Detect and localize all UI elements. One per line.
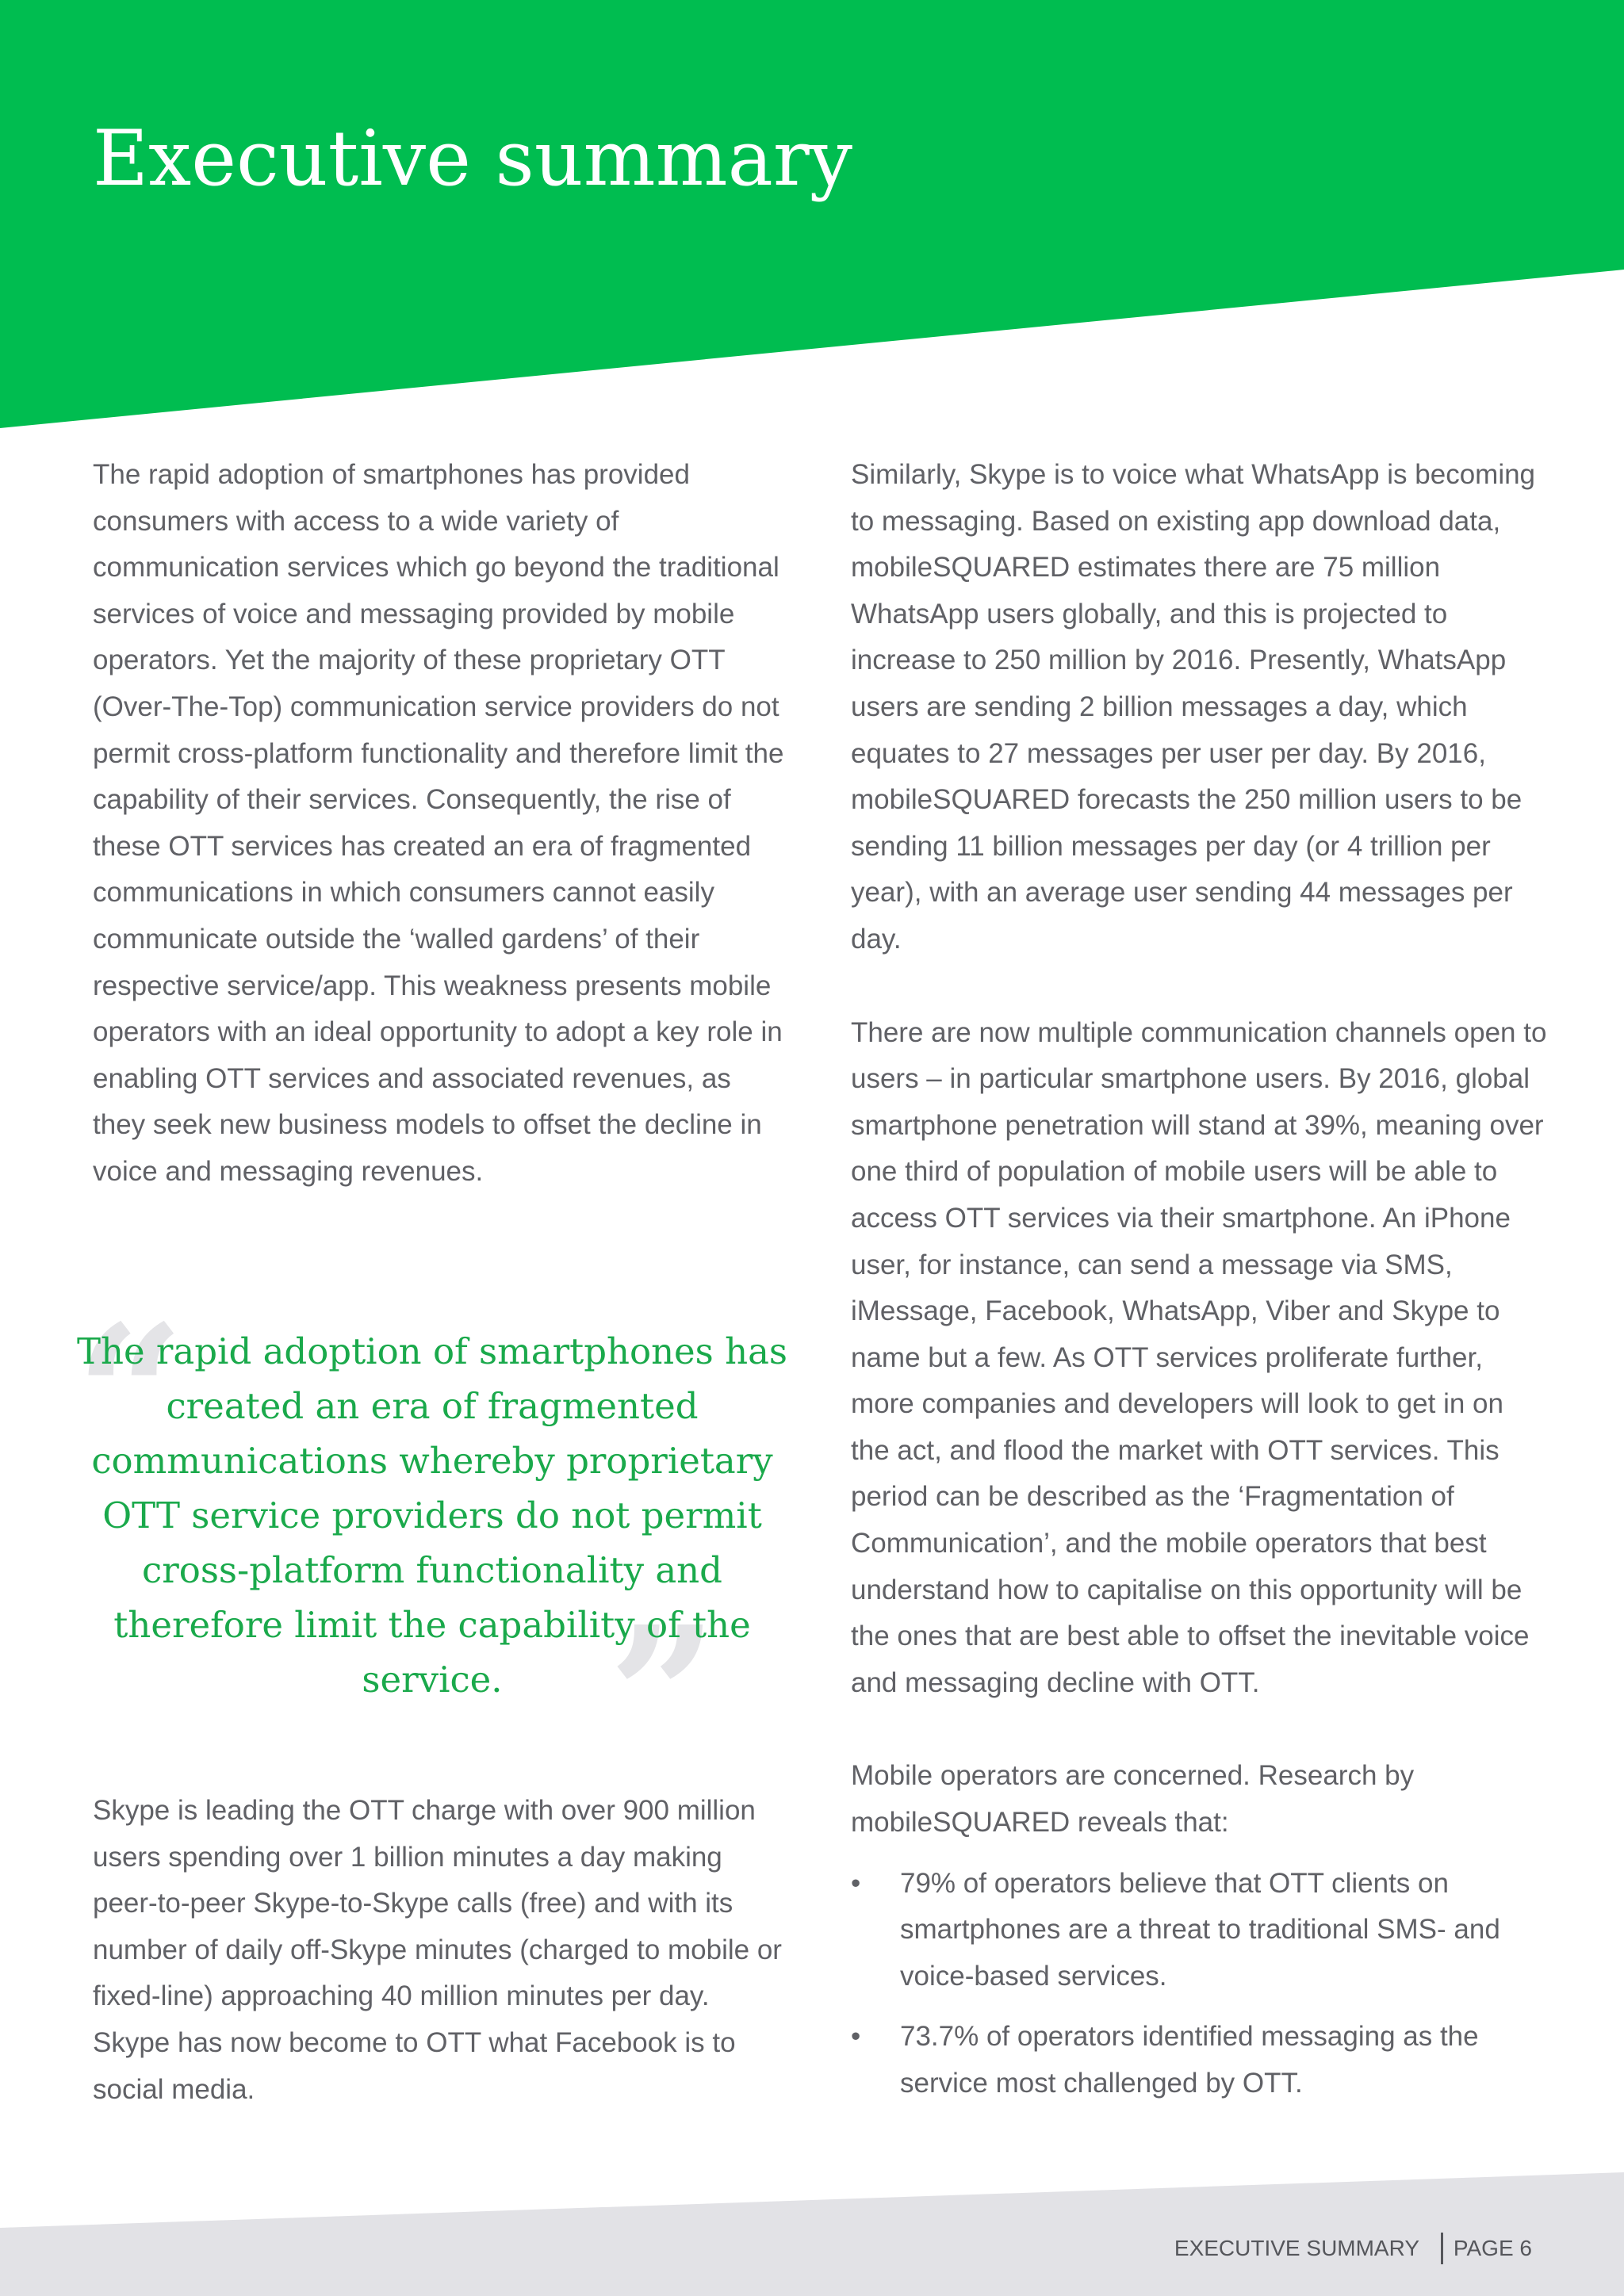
bullet-item: • 79% of operators believe that OTT clients on smartphones are a threat to traditional SMS- and voice-based services. (851, 1861, 1549, 2000)
whatsapp-paragraph: Similarly, Skype is to voice what WhatsApp is becoming to messaging. Based on existing app download data, mobileSQUARED estimates there are 75 million WhatsApp users globally, and this is projected to increase to 250 million by 2016. Presently, WhatsApp users are sending 2 billion messages a day, which equates to 27 messages per user per day. By 2016, mobileSQUARED forecasts the 250 million users to be sending 11 billion messages per day (or 4 trillion per year), with an average user sending 44 messages per day. (851, 459, 1536, 955)
header-band (0, 0, 1624, 428)
page-title: Executive summary (93, 114, 852, 203)
left-column-lower (93, 1788, 791, 2113)
bullet-item: • 73.7% of operators identified messaging as the service most challenged by OTT. (851, 2014, 1549, 2107)
page-number: PAGE 6 (1453, 2236, 1532, 2260)
channels-paragraph: There are now multiple communication channels open to users – in particular smartphone users. By 2016, global smartphone penetration will stand at 39%, meaning over one third of population of mobile users will be able to access OTT services via their smartphone. An iPhone user, for instance, can send a message via SMS, iMessage, Facebook, WhatsApp, Viber and Skype to name but a few. As OTT services proliferate further, more companies and developers will look to get in on the act, and flood the market with OTT services. This period can be described as the ‘Fragmentation of Communication’, and the mobile operators that best understand how to capitalise on this opportunity will be the ones that are best able to offset the inevitable voice and messaging decline with OTT. (851, 1016, 1547, 1698)
footer-section-label: EXECUTIVE SUMMARY (1174, 2236, 1419, 2260)
research-intro-paragraph: Mobile operators are concerned. Research by mobileSQUARED reveals that: (851, 1760, 1415, 1839)
research-bullet-list (851, 1861, 1549, 2107)
open-quote-icon: “ (75, 1284, 186, 1507)
pullquote (75, 1284, 789, 1808)
footer-band (0, 2141, 1624, 2296)
skype-paragraph: Skype is leading the OTT charge with over 900 million users spending over 1 billion minutes a day making peer-to-peer Skype-to-Skype calls (free) and with its number of daily off-Skype minutes (charged to mobile or fixed-line) approaching 40 million minutes per day. Skype has now become to OTT what Facebook is to social media. (93, 1795, 782, 2105)
close-quote-icon: ” (608, 1585, 718, 1808)
right-column (851, 452, 1549, 2107)
footer-divider (1441, 2233, 1443, 2264)
left-column (93, 452, 791, 1196)
intro-paragraph: The rapid adoption of smartphones has provided consumers with access to a wide variety of communication services which go beyond the traditional services of voice and messaging provided by mobile operators. Yet the majority of these proprietary OTT (Over-The-Top) communication service providers do not permit cross-platform functionality and therefore limit the capability of their services. Consequently, the rise of these OTT services has created an era of fragmented communications in which consumers cannot easily communicate outside the ‘walled gardens’ of their respective service/app. This weakness presents mobile operators with an ideal opportunity to adopt a key role in enabling OTT services and associated revenues, as they seek new business models to offset the decline in voice and messaging revenues. (93, 459, 784, 1187)
pullquote-text: The rapid adoption of smartphones has created an era of fragmented communications whereby proprietary OTT service providers do not permit cross-platform functionality and therefore limit the capability of the service. (76, 1330, 787, 1701)
